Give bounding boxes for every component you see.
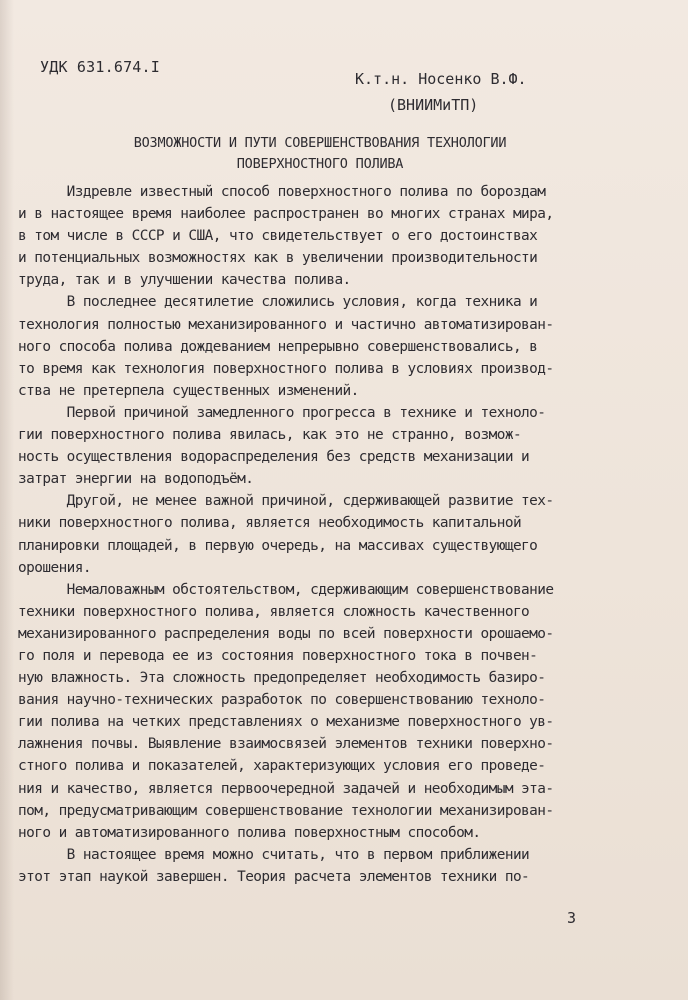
text-line: ния и качество, является первоочередной задачей и необходимым эта- <box>18 780 554 797</box>
text-line: вания научно-технических разработок по совершенствованию техноло- <box>18 692 546 709</box>
text-line: ства не претерпела существенных изменений. <box>18 382 359 399</box>
text-line: ную влажность. Эта сложность предопределяет необходимость базиро- <box>18 670 546 687</box>
page-edge-shadow <box>0 0 14 1000</box>
title-line-1: ВОЗМОЖНОСТИ И ПУТИ СОВЕРШЕНСТВОВАНИЯ ТЕХНОЛОГИИ <box>133 135 507 151</box>
text-line: лажнения почвы. Выявление взаимосвязей элементов техники поверхно- <box>18 736 554 753</box>
author-institute: (ВНИИМиТП) <box>388 96 479 114</box>
text-line: ного способа полива дождеванием непрерывно совершенствовались, в <box>18 338 538 355</box>
text-line: затрат энергии на водоподъём. <box>18 471 254 488</box>
text-line: ного и автоматизированного полива поверхностным способом. <box>18 824 481 841</box>
text-line: Другой, не менее важной причиной, сдерживающей развитие тех- <box>18 493 554 510</box>
author-name: К.т.н. Носенко В.Ф. <box>355 70 527 88</box>
paragraph <box>18 579 600 844</box>
text-line: техники поверхностного полива, является сложность качественного <box>18 603 530 620</box>
text-line: В последнее десятилетие сложились условия, когда техника и <box>18 294 538 311</box>
paragraph <box>18 291 600 401</box>
text-line: ность осуществления водораспределения без средств механизации и <box>18 449 530 466</box>
text-line: В настоящее время можно считать, что в первом приближении <box>18 846 530 863</box>
text-line: этот этап наукой завершен. Теория расчета элементов техники по- <box>18 868 530 885</box>
title-line-2: ПОВЕРХНОСТНОГО ПОЛИВА <box>236 156 404 172</box>
text-line: то время как технология поверхностного полива в условиях производ- <box>18 360 554 377</box>
paragraph <box>18 490 600 578</box>
text-line: и в настоящее время наиболее распространен во многих странах мира, <box>18 206 554 223</box>
paragraph <box>18 181 600 291</box>
paragraph <box>18 844 600 888</box>
text-line: механизированного распределения воды по всей поверхности орошаемо- <box>18 625 554 642</box>
text-line: планировки площадей, в первую очередь, на массивах существующего <box>18 537 538 554</box>
body-text <box>18 181 600 888</box>
text-line: стного полива и показателей, характеризующих условия его проведе- <box>18 758 546 775</box>
text-line: в том числе в СССР и США, что свидетельствует о его достоинствах <box>18 228 538 245</box>
page-number: 3 <box>567 909 577 927</box>
text-line: пом, предусматривающим совершенствование технологии механизирован- <box>18 802 554 819</box>
udk-code: УДК 631.674.I <box>40 58 160 76</box>
text-line: Немаловажным обстоятельством, сдерживающим совершенствование <box>18 581 554 598</box>
text-line: Издревле известный способ поверхностного полива по бороздам <box>18 184 546 200</box>
paragraph <box>18 402 600 490</box>
text-line: ники поверхностного полива, является необходимость капитальной <box>18 515 522 532</box>
text-line: гии поверхностного полива явилась, как это не странно, возмож- <box>18 427 522 444</box>
text-line: Первой причиной замедленного прогресса в технике и техноло- <box>18 404 546 421</box>
text-line: го поля и перевода ее из состояния поверхностного тока в почвен- <box>18 647 538 664</box>
document-title <box>40 133 600 175</box>
text-line: гии полива на четких представлениях о механизме поверхностного ув- <box>18 714 554 731</box>
text-line: орошения. <box>18 559 92 576</box>
text-line: и потенциальных возможностях как в увеличении производительности <box>18 250 538 267</box>
text-line: технология полностью механизированного и частично автоматизирован- <box>18 316 554 333</box>
text-line: труда, так и в улучшении качества полива. <box>18 272 351 289</box>
